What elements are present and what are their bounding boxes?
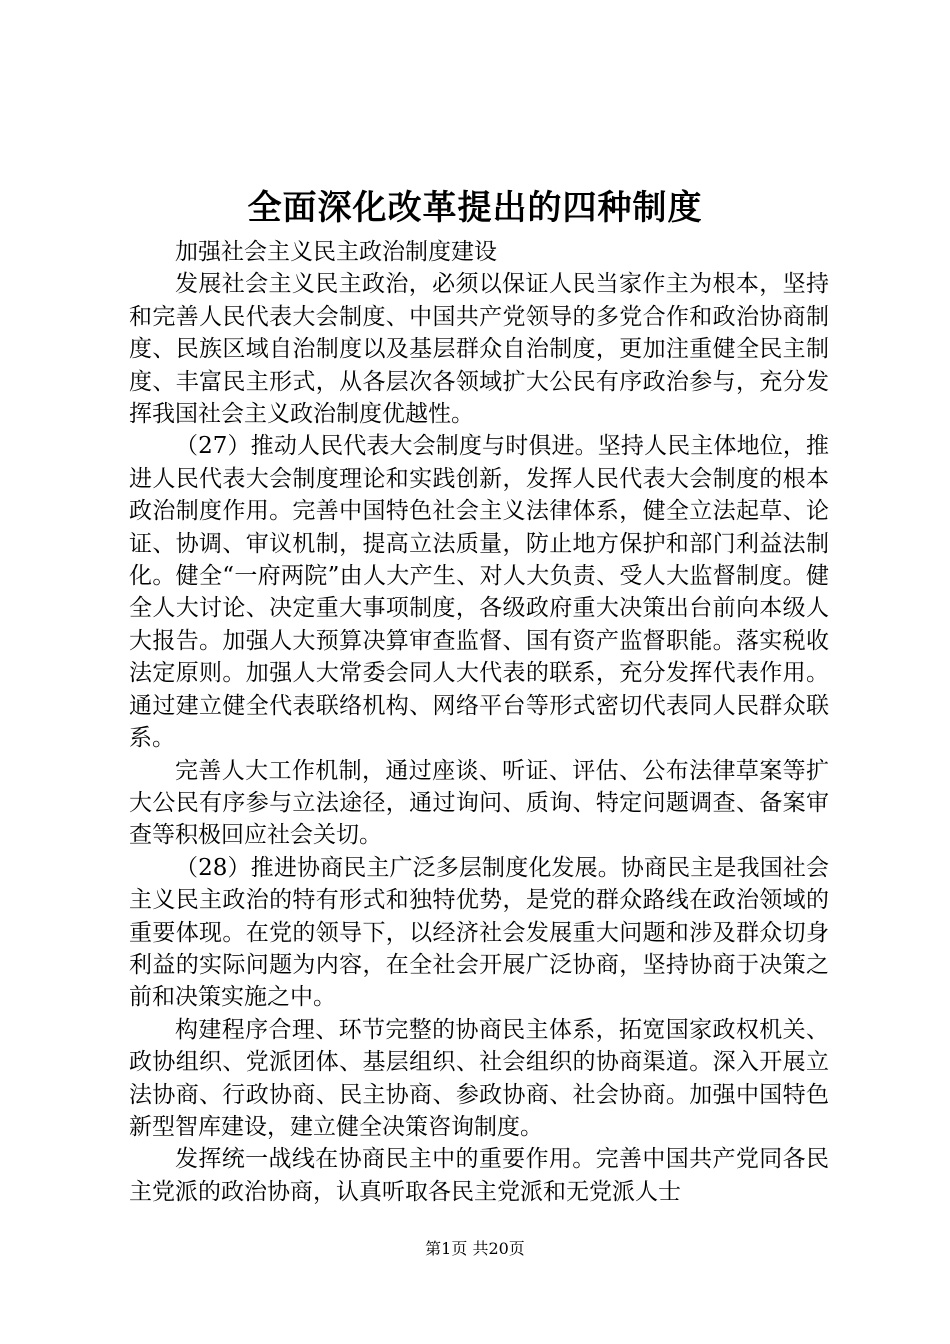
paragraph-intro: 发展社会主义民主政治，必须以保证人民当家作主为根本，坚持和完善人民代表大会制度、中国共产党领导的多党合作和政治协商制度、民族区域自治制度以及基层群众自治制度，更加注重健全民主制度、丰富民主形式，从各层次各领域扩大公民有序政治参与，充分发挥我国社会主义政治制度优越性。 — [129, 271, 829, 428]
page-number-footer: 第1页 共20页 — [425, 1239, 525, 1258]
page-title: 全面深化改革提出的四种制度 — [247, 188, 703, 228]
document-body — [129, 236, 829, 1208]
section-heading: 加强社会主义民主政治制度建设 — [175, 239, 497, 265]
paragraph-legislation: 完善人大工作机制，通过座谈、听证、评估、公布法律草案等扩大公民有序参与立法途径，通过询问、质询、特定问题调查、备案审查等积极回应社会关切。 — [129, 757, 829, 849]
paragraph-united-front: 发挥统一战线在协商民主中的重要作用。完善中国共产党同各民主党派的政治协商，认真听取各民主党派和无党派人士 — [129, 1146, 829, 1205]
paragraph-consultation-system: 构建程序合理、环节完整的协商民主体系，拓宽国家政权机关、政协组织、党派团体、基层组织、社会组织的协商渠道。深入开展立法协商、行政协商、民主协商、参政协商、社会协商。加强中国特色新型智库建设，建立健全决策咨询制度。 — [129, 1016, 829, 1140]
paragraph-27: （27）推动人民代表大会制度与时俱进。坚持人民主体地位，推进人民代表大会制度理论和实践创新，发挥人民代表大会制度的根本政治制度作用。完善中国特色社会主义法律体系，健全立法起草、论证、协调、审议机制，提高立法质量，防止地方保护和部门利益法制化。健全“一府两院”由人大产生、对人大负责、受人大监督制度。健全人大讨论、决定重大事项制度，各级政府重大决策出台前向本级人大报告。加强人大预算决算审查监督、国有资产监督职能。落实税收法定原则。加强人大常委会同人大代表的联系，充分发挥代表作用。通过建立健全代表联络机构、网络平台等形式密切代表同人民群众联系。 — [129, 433, 829, 752]
paragraph-28: （28）推进协商民主广泛多层制度化发展。协商民主是我国社会主义民主政治的特有形式和独特优势，是党的群众路线在政治领域的重要体现。在党的领导下，以经济社会发展重大问题和涉及群众切身利益的实际问题为内容，在全社会开展广泛协商，坚持协商于决策之前和决策实施之中。 — [129, 854, 829, 1011]
